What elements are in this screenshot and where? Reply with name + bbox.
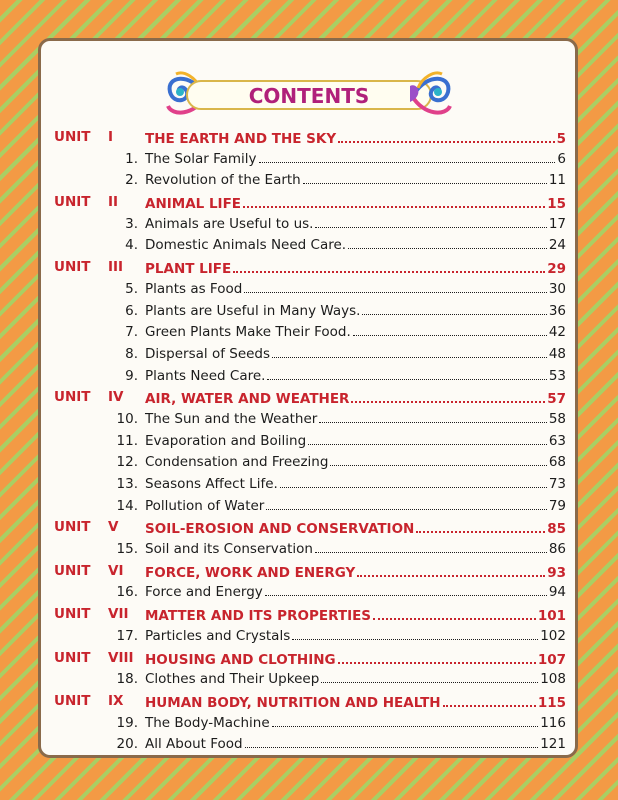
chapter-number: 20. (116, 736, 138, 753)
chapter-number: 14. (116, 497, 138, 514)
chapter-number: 16. (116, 584, 138, 601)
page-number: 63 (548, 432, 566, 449)
chapter-row (54, 344, 566, 366)
chapter-row (54, 713, 566, 735)
chapter-row (54, 301, 566, 323)
dot-leader (357, 561, 545, 577)
unit-label: UNIT (54, 194, 91, 211)
unit-label: UNIT (54, 606, 91, 623)
entry-title: The Body-Machine (145, 714, 270, 731)
entry-line (145, 149, 566, 171)
entry-line (145, 279, 566, 301)
unit-row (54, 387, 566, 409)
chapter-row (54, 279, 566, 301)
dot-leader (245, 734, 539, 748)
table-of-contents (54, 127, 566, 756)
entry-title: Clothes and Their Upkeep (145, 671, 320, 688)
page-number: 11 (548, 172, 566, 189)
entry-title: AIR, WATER AND WEATHER (145, 391, 350, 408)
entry-title: Animals are Useful to us. (145, 215, 314, 232)
entry-title: Condensation and Freezing (145, 454, 329, 471)
chapter-number: 7. (125, 324, 138, 341)
chapter-row (54, 322, 566, 344)
entry-line (145, 257, 566, 281)
dot-leader (315, 539, 547, 553)
chapter-row (54, 431, 566, 453)
entry-line (145, 301, 566, 323)
entry-title: The Solar Family (145, 150, 257, 167)
entry-title: HOUSING AND CLOTHING (145, 651, 336, 668)
chapter-row (54, 539, 566, 561)
chapter-number: 12. (116, 454, 138, 471)
entry-title: All About Food (145, 736, 243, 753)
entry-title: Dispersal of Seeds (145, 345, 271, 362)
dot-leader (315, 214, 546, 228)
dot-leader (308, 431, 547, 445)
chapter-number: 19. (116, 714, 138, 731)
page-number: 15 (547, 196, 566, 213)
unit-number: V (108, 519, 119, 536)
page-number: 115 (537, 694, 566, 711)
entry-title: Green Plants Make Their Food. (145, 324, 351, 341)
entry-title: Force and Energy (145, 584, 263, 601)
entry-line (145, 452, 566, 474)
unit-row (54, 648, 566, 670)
page-number: 29 (547, 261, 566, 278)
entry-title: Evaporation and Boiling (145, 432, 307, 449)
dot-leader (272, 344, 547, 358)
chapter-number: 13. (116, 476, 138, 492)
page-number: 24 (548, 237, 566, 254)
entry-line (145, 561, 566, 585)
entry-title: Plants Need Care. (145, 367, 266, 384)
unit-row (54, 257, 566, 279)
chapter-number: 18. (116, 671, 138, 688)
entry-line (145, 713, 566, 735)
entry-line (145, 604, 566, 628)
dot-leader (265, 582, 547, 596)
unit-label: UNIT (54, 389, 91, 406)
entry-title: Plants as Food (145, 280, 243, 297)
dot-leader (280, 474, 547, 488)
dot-leader (362, 301, 546, 315)
entry-line (145, 431, 566, 453)
unit-label: UNIT (54, 259, 91, 276)
page-number: 17 (548, 215, 566, 232)
dot-leader (416, 517, 545, 533)
entry-line (145, 582, 566, 604)
dot-leader (338, 648, 536, 664)
unit-number: II (108, 194, 119, 211)
dot-leader (443, 691, 536, 707)
unit-label: UNIT (54, 649, 91, 666)
unit-row (54, 127, 566, 149)
chapter-row (54, 626, 566, 648)
chapter-row (54, 452, 566, 474)
page-number: 107 (537, 651, 566, 668)
dot-leader (272, 713, 539, 727)
chapter-number: 6. (125, 302, 138, 319)
entry-line (145, 496, 566, 518)
entry-title: HUMAN BODY, NUTRITION AND HEALTH (145, 694, 441, 711)
entry-title: Plants are Useful in Many Ways. (145, 302, 361, 319)
page-number: 121 (540, 736, 566, 753)
chapter-number: 2. (125, 172, 138, 189)
contents-banner (160, 66, 458, 122)
dot-leader (259, 149, 556, 163)
chapter-number: 4. (125, 237, 138, 254)
chapter-number: 3. (125, 215, 138, 232)
entry-line (145, 322, 566, 344)
entry-line (145, 127, 566, 151)
chapter-number: 8. (125, 345, 138, 362)
page-number: 42 (548, 324, 566, 341)
page-number: 102 (540, 627, 566, 644)
page-number: 116 (540, 714, 566, 731)
page-title: CONTENTS (248, 84, 370, 108)
dot-leader (348, 235, 547, 249)
dot-leader (321, 669, 538, 683)
entry-title: Seasons Affect Life. (145, 476, 278, 492)
entry-line (145, 235, 566, 257)
dot-leader (244, 279, 547, 293)
dot-leader (292, 626, 538, 640)
chapter-row (54, 170, 566, 192)
page-number: 36 (548, 302, 566, 319)
page-number: 79 (548, 497, 566, 514)
unit-label: UNIT (54, 692, 91, 709)
entry-title: FORCE, WORK AND ENERGY (145, 564, 356, 581)
dot-leader (319, 409, 546, 423)
entry-title: Domestic Animals Need Care. (145, 237, 347, 254)
entry-title: Pollution of Water (145, 497, 265, 514)
entry-line (145, 387, 566, 411)
unit-number: I (108, 129, 114, 145)
entry-line (145, 214, 566, 236)
right-swirl-ornament-icon (394, 66, 458, 122)
chapter-row (54, 669, 566, 691)
unit-label: UNIT (54, 129, 91, 145)
entry-line (145, 517, 566, 541)
page-number: 86 (548, 541, 566, 558)
entry-line (145, 539, 566, 561)
entry-line (145, 474, 566, 496)
entry-line (145, 669, 566, 691)
chapter-row (54, 734, 566, 756)
page-number: 101 (537, 608, 566, 625)
entry-title: ANIMAL LIFE (145, 196, 242, 213)
unit-number: IX (108, 692, 124, 709)
page-number: 73 (548, 476, 566, 492)
chapter-row (54, 582, 566, 604)
page-number: 108 (540, 671, 566, 688)
page-number: 6 (557, 150, 566, 167)
unit-label: UNIT (54, 562, 91, 579)
unit-row (54, 192, 566, 214)
page-number: 53 (548, 367, 566, 384)
chapter-row (54, 235, 566, 257)
chapter-row (54, 496, 566, 518)
entry-line (145, 691, 566, 715)
entry-title: Soil and its Conservation (145, 541, 313, 558)
entry-title: THE EARTH AND THE SKY (145, 131, 337, 147)
chapter-row (54, 149, 566, 171)
unit-number: VII (108, 606, 129, 623)
entry-title: The Sun and the Weather (145, 410, 318, 427)
dot-leader (373, 604, 536, 620)
entry-title: Particles and Crystals (145, 627, 291, 644)
entry-line (145, 648, 566, 672)
dot-leader (266, 496, 546, 510)
entry-title: SOIL-EROSION AND CONSERVATION (145, 521, 415, 538)
chapter-number: 9. (125, 367, 138, 384)
entry-line (145, 192, 566, 216)
chapter-number: 5. (125, 280, 138, 297)
entry-title: PLANT LIFE (145, 261, 232, 278)
entry-line (145, 734, 566, 756)
unit-row (54, 561, 566, 583)
unit-row (54, 517, 566, 539)
dot-leader (267, 366, 546, 380)
chapter-number: 11. (116, 432, 138, 449)
unit-number: VI (108, 562, 124, 579)
entry-line (145, 409, 566, 431)
page-number: 48 (548, 345, 566, 362)
page-number: 57 (547, 391, 566, 408)
page-number: 85 (547, 521, 566, 538)
dot-leader (233, 257, 545, 273)
dot-leader (243, 192, 545, 208)
entry-line (145, 170, 566, 192)
entry-line (145, 366, 566, 388)
dot-leader (330, 452, 546, 466)
entry-title: MATTER AND ITS PROPERTIES (145, 608, 372, 625)
page-number: 94 (548, 584, 566, 601)
unit-number: III (108, 259, 124, 276)
page-number: 58 (548, 410, 566, 427)
entry-line (145, 626, 566, 648)
page-number: 30 (548, 280, 566, 297)
unit-number: IV (108, 389, 124, 406)
dot-leader (353, 322, 547, 336)
chapter-row (54, 474, 566, 496)
page-number: 93 (547, 564, 566, 581)
chapter-number: 1. (125, 150, 138, 167)
chapter-row (54, 409, 566, 431)
dot-leader (351, 387, 545, 403)
page-number: 5 (556, 131, 566, 147)
chapter-number: 17. (116, 627, 138, 644)
chapter-row (54, 366, 566, 388)
chapter-row (54, 214, 566, 236)
unit-number: VIII (108, 649, 134, 666)
unit-row (54, 604, 566, 626)
dot-leader (303, 170, 547, 184)
chapter-number: 10. (116, 410, 138, 427)
dot-leader (338, 127, 554, 143)
page-number: 68 (548, 454, 566, 471)
entry-line (145, 344, 566, 366)
chapter-number: 15. (116, 541, 138, 558)
entry-title: Revolution of the Earth (145, 172, 301, 189)
unit-label: UNIT (54, 519, 91, 536)
unit-row (54, 691, 566, 713)
